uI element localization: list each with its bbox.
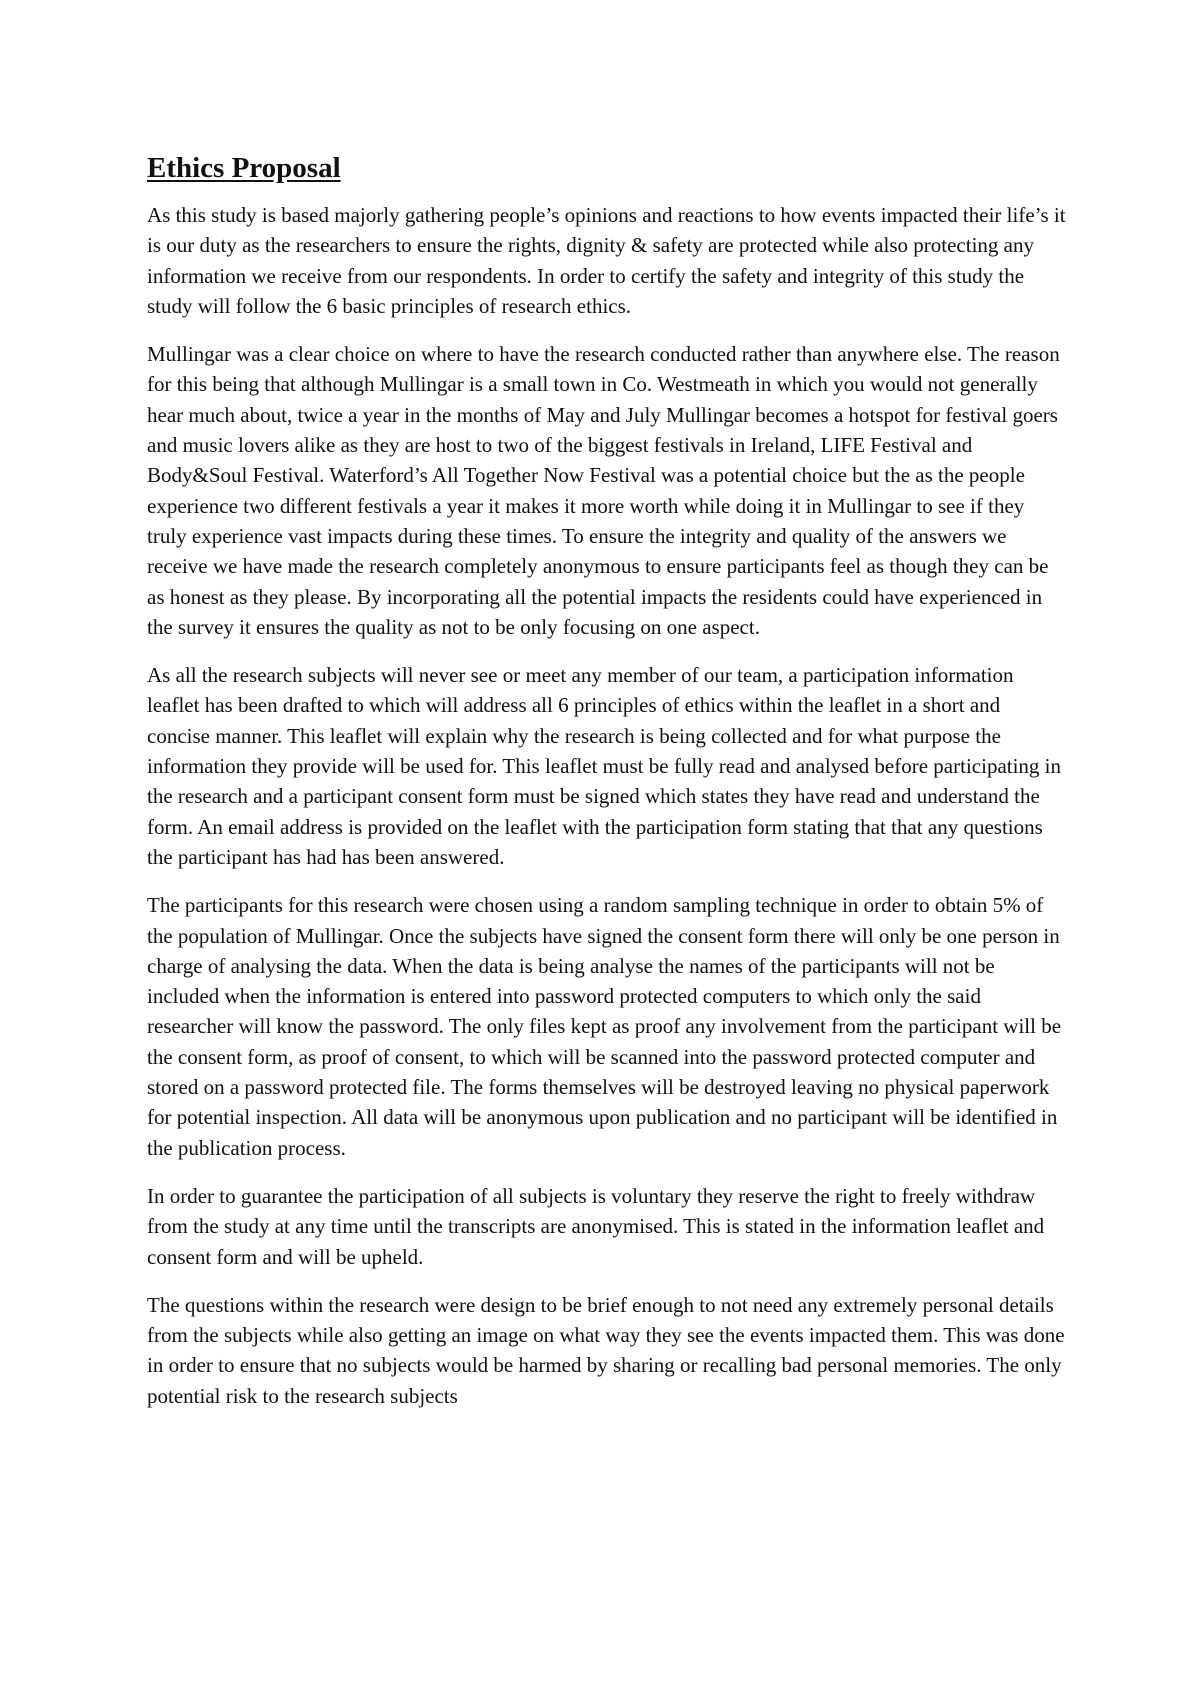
paragraph-questions: The questions within the research were design to be brief enough to not need any extremely personal details from the subjects while also getting an image on what way they see the events impacted them. This was done in order to ensure that no subjects would be harmed by sharing or recalling bad personal memories. The only potential risk to the research subjects: [147, 1292, 1065, 1408]
paragraph-information-leaflet: As all the research subjects will never see or meet any member of our team, a participation information leaflet has been drafted to which will address all 6 principles of ethics within the leaflet in a short and concise manner. This leaflet will explain why the research is being collected and for what purpose the information they provide will be used for. This leaflet must be fully read and analysed before participating in the research and a participant consent form must be signed which states they have read and understand the form. An email address is provided on the leaflet with the participation form stating that that any questions the participant has had has been answered.: [147, 663, 1062, 869]
paragraph-intro: As this study is based majorly gathering people’s opinions and reactions to how events impacted their life’s it is our duty as the researchers to ensure the rights, dignity & safety are protected while also protecting any information we receive from our respondents. In order to certify the safety and integrity of this study the study will follow the 6 basic principles of research ethics.: [147, 203, 1066, 318]
paragraph-participants: The participants for this research were chosen using a random sampling technique in order to obtain 5% of the population of Mullingar. Once the subjects have signed the consent form there will only be one person in charge of analysing the data. When the data is being analyse the names of the participants will not be included when the information is entered into password protected computers to which only the said researcher will know the password. The only files kept as proof any involvement from the participant will be the consent form, as proof of consent, to which will be scanned into the password protected computer and stored on a password protected file. The forms themselves will be destroyed leaving no physical paperwork for potential inspection. All data will be anonymous upon publication and no participant will be identified in the publication process.: [147, 893, 1062, 1160]
document-title: Ethics Proposal: [147, 152, 341, 184]
paragraph-withdrawal: In order to guarantee the participation of all subjects is voluntary they reserve the right to freely withdraw from the study at any time until the transcripts are anonymised. This is stated in the information leaflet and consent form and will be upheld.: [147, 1183, 1045, 1269]
document-body: [147, 148, 1067, 1429]
paragraph-location: Mullingar was a clear choice on where to have the research conducted rather than anywhere else. The reason for this being that although Mullingar is a small town in Co. Westmeath in which you would not generally hear much about, twice a year in the months of May and July Mullingar becomes a hotspot for festival goers and music lovers alike as they are host to two of the biggest festivals in Ireland, LIFE Festival and Body&Soul Festival. Waterford’s All Together Now Festival was a potential choice but the as the people experience two different festivals a year it makes it more worth while doing it in Mullingar to see if they truly experience vast impacts during these times. To ensure the integrity and quality of the answers we receive we have made the research completely anonymous to ensure participants feel as though they can be as honest as they please. By incorporating all the potential impacts the residents could have experienced in the survey it ensures the quality as not to be only focusing on one aspect.: [147, 342, 1060, 639]
